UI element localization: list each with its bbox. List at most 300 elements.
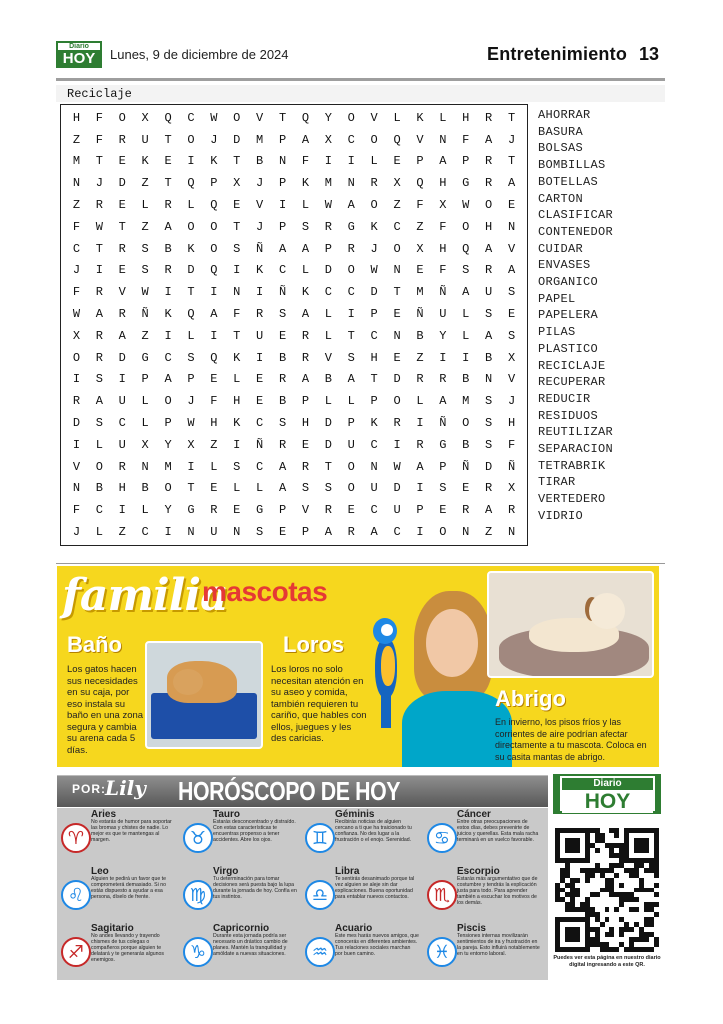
grid-letter: S bbox=[187, 350, 195, 365]
grid-letter: A bbox=[347, 198, 355, 213]
grid-letter: A bbox=[347, 372, 355, 387]
grid-letter: L bbox=[141, 503, 149, 518]
grid-letter: K bbox=[141, 154, 149, 169]
grid-letter: B bbox=[324, 372, 332, 387]
grid-letter: P bbox=[324, 241, 332, 256]
grid-letter: R bbox=[256, 307, 264, 322]
grid-letter: L bbox=[233, 372, 241, 387]
grid-letter: R bbox=[301, 328, 310, 343]
grid-letter: M bbox=[462, 394, 470, 409]
sign-text: Entre otras preocupaciones de estos días, debes prevenirte de juicios y querellas. Esta mala racha terminará en un vuelco favorable. bbox=[457, 819, 539, 843]
grid-letter: I bbox=[72, 437, 81, 452]
grid-letter: W bbox=[324, 198, 332, 213]
grid-letter: F bbox=[462, 132, 470, 147]
grid-letter: D bbox=[324, 437, 332, 452]
grid-letter: J bbox=[507, 132, 516, 147]
grid-letter: Z bbox=[141, 219, 149, 234]
grid-letter: O bbox=[462, 219, 470, 234]
sign-name: Acuario bbox=[335, 923, 373, 934]
grid-letter: R bbox=[164, 263, 172, 278]
grid-letter: V bbox=[507, 372, 516, 387]
grid-letter: T bbox=[393, 285, 401, 300]
grid-letter: S bbox=[324, 481, 332, 496]
grid-letter: T bbox=[347, 328, 355, 343]
grid-letter: O bbox=[347, 481, 355, 496]
grid-letter: K bbox=[301, 285, 310, 300]
grid-letter: E bbox=[164, 154, 172, 169]
grid-letter: A bbox=[439, 394, 447, 409]
grid-letter: Ñ bbox=[462, 459, 470, 474]
grid-letter: T bbox=[187, 285, 195, 300]
grid-letter: E bbox=[278, 328, 287, 343]
section-title: Entretenimiento bbox=[487, 44, 628, 64]
grid-letter: L bbox=[141, 416, 149, 431]
grid-letter: R bbox=[485, 481, 493, 496]
grid-letter: E bbox=[301, 437, 310, 452]
grid-letter: X bbox=[141, 437, 149, 452]
grid-letter: U bbox=[439, 307, 447, 322]
horoscope-sign bbox=[301, 808, 422, 865]
grid-letter: I bbox=[187, 154, 195, 169]
grid-letter: L bbox=[393, 110, 401, 125]
page-number: 13 bbox=[639, 44, 660, 64]
grid-letter: I bbox=[118, 503, 126, 518]
word-list-item: REDUCIR bbox=[538, 391, 591, 406]
grid-letter: C bbox=[393, 525, 401, 540]
grid-letter: H bbox=[439, 241, 447, 256]
grid-letter: Q bbox=[301, 110, 310, 125]
libra-icon: ♎ bbox=[305, 880, 335, 910]
grid-letter: R bbox=[118, 459, 126, 474]
word-list-item: CLASIFICAR bbox=[538, 208, 614, 223]
grid-letter: C bbox=[324, 285, 332, 300]
grid-letter: A bbox=[301, 132, 310, 147]
word-list-item: AHORRAR bbox=[538, 108, 591, 122]
logo-bottom-text: HOY bbox=[58, 50, 100, 67]
grid-letter: O bbox=[210, 241, 218, 256]
grid-letter: E bbox=[416, 263, 424, 278]
parrot-belly bbox=[381, 646, 395, 686]
grid-letter: L bbox=[301, 198, 310, 213]
grid-letter: A bbox=[278, 241, 287, 256]
grid-letter: R bbox=[370, 176, 378, 191]
grid-letter: R bbox=[301, 459, 310, 474]
grid-letter: F bbox=[507, 437, 516, 452]
grid-letter: V bbox=[256, 110, 264, 125]
grid-letter: V bbox=[72, 459, 81, 474]
grid-letter: P bbox=[278, 503, 287, 518]
grid-letter: A bbox=[210, 307, 218, 322]
grid-letter: R bbox=[324, 503, 332, 518]
abrigo-text: En invierno, los pisos fríos y las corrientes de aire podrían afectar directamente a tu mascota. Coloca en su casita mantas de abrigo. bbox=[495, 717, 647, 762]
grid-letter: G bbox=[439, 437, 447, 452]
grid-letter: T bbox=[370, 372, 378, 387]
grid-letter: S bbox=[141, 263, 149, 278]
grid-letter: I bbox=[347, 154, 355, 169]
parrot-face bbox=[381, 624, 393, 636]
sign-text: No estarás de humor para soportar las bromas y chistes de nadie. Lo mejor es que te mantengas al margen. bbox=[91, 819, 172, 843]
sign-text: Estarás más argumentativo que de costumbre y tendrás la explicación justa para todo. Para aprender también a escuchar los motivos de los demás. bbox=[457, 876, 538, 906]
grid-letter: P bbox=[416, 154, 424, 169]
grid-letter: Z bbox=[416, 350, 424, 365]
grid-letter: N bbox=[278, 154, 287, 169]
parrot-photo bbox=[369, 618, 403, 728]
horoscope-sign bbox=[57, 865, 178, 922]
grid-letter: Q bbox=[210, 263, 218, 278]
grid-letter: U bbox=[118, 394, 126, 409]
word-list-item: BOTELLAS bbox=[538, 174, 599, 189]
grid-letter: L bbox=[187, 328, 195, 343]
word-list-item: REUTILIZAR bbox=[538, 425, 614, 440]
grid-letter: U bbox=[393, 503, 401, 518]
grid-letter: A bbox=[301, 241, 310, 256]
aquarius-icon: ♒ bbox=[305, 937, 335, 967]
grid-letter: K bbox=[233, 350, 241, 365]
grid-letter: I bbox=[462, 350, 470, 365]
grid-letter: S bbox=[95, 372, 103, 387]
grid-letter: G bbox=[347, 219, 355, 234]
diario-hoy-logo bbox=[56, 41, 102, 68]
grid-letter: Q bbox=[164, 110, 172, 125]
grid-letter: L bbox=[233, 481, 241, 496]
grid-letter: P bbox=[301, 525, 310, 540]
grid-letter: X bbox=[416, 241, 424, 256]
grid-letter: Ñ bbox=[256, 241, 264, 256]
grid-letter: S bbox=[347, 350, 355, 365]
grid-letter: E bbox=[347, 503, 355, 518]
grid-letter: U bbox=[118, 437, 126, 452]
grid-letter: L bbox=[370, 154, 378, 169]
grid-letter: R bbox=[95, 328, 103, 343]
grid-letter: R bbox=[301, 350, 310, 365]
sign-name: Sagitario bbox=[91, 923, 134, 934]
sign-name: Libra bbox=[335, 866, 360, 877]
grid-letter: K bbox=[256, 263, 264, 278]
grid-letter: I bbox=[187, 459, 195, 474]
grid-letter: I bbox=[233, 263, 241, 278]
sign-name: Aries bbox=[91, 809, 117, 820]
grid-letter: N bbox=[72, 481, 81, 496]
grid-letter: N bbox=[141, 459, 149, 474]
bano-heading: Baño bbox=[67, 632, 122, 657]
horoscope-sign bbox=[423, 808, 544, 865]
word-list-item: PAPELERA bbox=[538, 308, 599, 323]
grid-letter: T bbox=[164, 132, 172, 147]
grid-letter: I bbox=[118, 372, 126, 387]
sign-text: Tensiones internas movilizarán sentimientos de ira y frustración en la pareja. Esto influirá notablemente en tu entorno laboral. bbox=[457, 933, 540, 957]
grid-letter: M bbox=[256, 132, 264, 147]
grid-letter: S bbox=[485, 416, 493, 431]
grid-letter: K bbox=[416, 110, 424, 125]
sign-name: Cáncer bbox=[457, 809, 491, 820]
grid-letter: B bbox=[462, 437, 470, 452]
grid-letter: E bbox=[233, 198, 241, 213]
grid-letter: Z bbox=[141, 176, 149, 191]
grid-letter: D bbox=[485, 459, 493, 474]
grid-letter: C bbox=[347, 285, 355, 300]
grid-letter: R bbox=[485, 263, 493, 278]
grid-letter: E bbox=[118, 154, 126, 169]
grid-letter: Q bbox=[462, 241, 470, 256]
grid-letter: T bbox=[507, 110, 516, 125]
grid-letter: Q bbox=[393, 132, 401, 147]
grid-letter: A bbox=[507, 263, 516, 278]
grid-letter: F bbox=[72, 285, 81, 300]
grid-letter: W bbox=[95, 219, 103, 234]
word-list-item: VERTEDERO bbox=[538, 492, 606, 507]
grid-letter: L bbox=[301, 263, 310, 278]
grid-letter: X bbox=[187, 437, 195, 452]
grid-letter: B bbox=[462, 372, 470, 387]
horoscope-title: HORÓSCOPO DE HOY bbox=[178, 776, 401, 806]
grid-letter: O bbox=[72, 350, 81, 365]
horoscope-grid bbox=[57, 808, 548, 980]
grid-letter: P bbox=[141, 372, 149, 387]
sign-name: Escorpio bbox=[457, 866, 500, 877]
grid-letter: A bbox=[370, 525, 378, 540]
grid-letter: C bbox=[370, 437, 378, 452]
word-list-item: BOLSAS bbox=[538, 141, 584, 156]
grid-letter: Z bbox=[393, 198, 401, 213]
grid-letter: E bbox=[233, 503, 241, 518]
grid-letter: G bbox=[141, 350, 149, 365]
grid-letter: D bbox=[118, 176, 126, 191]
word-list-item: TIRAR bbox=[538, 475, 576, 490]
word-list-item: CARTON bbox=[538, 191, 584, 206]
sign-text: Te sentirás desanimado porque tal vez alguien se aleje sin dar explicaciones. Buena oportunidad para entablar nuevos contactos. bbox=[335, 876, 415, 900]
grid-letter: D bbox=[187, 263, 195, 278]
qr-code[interactable] bbox=[555, 828, 659, 952]
grid-letter: V bbox=[324, 350, 332, 365]
dog-photo bbox=[487, 571, 654, 678]
grid-letter: Q bbox=[416, 176, 424, 191]
grid-letter: L bbox=[95, 525, 103, 540]
grid-letter: O bbox=[439, 525, 447, 540]
word-list-item: VIDRIO bbox=[538, 508, 584, 523]
loros-heading: Loros bbox=[283, 632, 345, 657]
grid-letter: I bbox=[393, 437, 401, 452]
grid-letter: X bbox=[72, 328, 81, 343]
grid-letter: L bbox=[462, 307, 470, 322]
grid-letter: R bbox=[118, 132, 126, 147]
grid-letter: Z bbox=[416, 219, 424, 234]
grid-letter: O bbox=[347, 110, 355, 125]
grid-letter: P bbox=[301, 394, 310, 409]
mascotas-title: mascotas bbox=[202, 576, 328, 607]
horoscope-sign bbox=[57, 922, 178, 979]
grid-letter: L bbox=[141, 198, 149, 213]
grid-letter: Z bbox=[141, 328, 149, 343]
header-rule bbox=[56, 78, 665, 81]
grid-letter: H bbox=[233, 394, 241, 409]
grid-letter: F bbox=[72, 219, 81, 234]
grid-letter: P bbox=[347, 416, 355, 431]
grid-letter: J bbox=[72, 525, 81, 540]
logo-top-text: Diario bbox=[562, 778, 653, 790]
grid-letter: H bbox=[507, 416, 516, 431]
grid-letter: T bbox=[164, 176, 172, 191]
grid-letter: I bbox=[278, 198, 287, 213]
word-list-item: RECICLAJE bbox=[538, 358, 606, 373]
author-name: Lily bbox=[105, 776, 146, 800]
grid-letter: K bbox=[187, 241, 195, 256]
word-list-item: PILAS bbox=[538, 325, 576, 340]
grid-letter: R bbox=[347, 525, 355, 540]
grid-letter: D bbox=[233, 132, 241, 147]
grid-letter: O bbox=[95, 459, 103, 474]
grid-letter: G bbox=[256, 503, 264, 518]
capricorn-icon: ♑ bbox=[183, 937, 213, 967]
grid-letter: J bbox=[187, 394, 195, 409]
grid-letter: T bbox=[233, 219, 241, 234]
grid-letter: C bbox=[141, 525, 149, 540]
grid-letter: E bbox=[256, 394, 264, 409]
grid-letter: X bbox=[141, 110, 149, 125]
grid-letter: R bbox=[439, 372, 447, 387]
grid-letter: R bbox=[462, 503, 470, 518]
grid-letter: H bbox=[118, 481, 126, 496]
grid-letter: B bbox=[278, 350, 287, 365]
grid-letter: A bbox=[118, 328, 126, 343]
logo-top-text: Diario bbox=[69, 43, 89, 50]
grid-letter: A bbox=[164, 372, 172, 387]
word-list-item: ENVASES bbox=[538, 258, 591, 273]
grid-letter: L bbox=[324, 394, 332, 409]
grid-letter: R bbox=[95, 350, 103, 365]
grid-letter: N bbox=[507, 219, 516, 234]
aries-icon: ♈ bbox=[61, 823, 91, 853]
grid-letter: E bbox=[507, 198, 516, 213]
grid-letter: L bbox=[324, 328, 332, 343]
grid-letter: I bbox=[210, 285, 218, 300]
word-list-item: BASURA bbox=[538, 124, 584, 139]
grid-letter: O bbox=[393, 241, 401, 256]
grid-letter: Ñ bbox=[256, 437, 264, 452]
grid-letter: Z bbox=[485, 525, 493, 540]
grid-letter: U bbox=[347, 437, 355, 452]
grid-letter: R bbox=[485, 176, 493, 191]
grid-letter: O bbox=[347, 459, 355, 474]
grid-letter: V bbox=[370, 110, 378, 125]
logo-bottom-text: HOY bbox=[562, 790, 653, 813]
grid-letter: I bbox=[72, 372, 81, 387]
grid-letter: E bbox=[462, 481, 470, 496]
grid-letter: D bbox=[393, 372, 401, 387]
grid-letter: R bbox=[118, 307, 126, 322]
grid-letter: A bbox=[439, 154, 447, 169]
word-search-title-bar bbox=[56, 85, 665, 102]
grid-letter: S bbox=[95, 416, 103, 431]
grid-letter: E bbox=[393, 307, 401, 322]
grid-letter: H bbox=[439, 176, 447, 191]
grid-letter: R bbox=[95, 198, 103, 213]
sign-name: Géminis bbox=[335, 809, 375, 820]
horoscope-sign bbox=[179, 922, 300, 979]
grid-letter: C bbox=[72, 241, 81, 256]
grid-letter: A bbox=[416, 459, 424, 474]
grid-letter: C bbox=[95, 503, 103, 518]
sign-name: Capricornio bbox=[213, 923, 270, 934]
grid-letter: C bbox=[187, 110, 195, 125]
cancer-icon: ♋ bbox=[427, 823, 457, 853]
grid-letter: Y bbox=[164, 503, 172, 518]
grid-letter: S bbox=[141, 241, 149, 256]
grid-letter: S bbox=[233, 241, 241, 256]
grid-letter: A bbox=[485, 328, 493, 343]
grid-letter: A bbox=[278, 481, 287, 496]
word-list-item: CUIDAR bbox=[538, 241, 584, 256]
grid-letter: E bbox=[118, 263, 126, 278]
grid-letter: W bbox=[462, 198, 470, 213]
grid-letter: I bbox=[324, 154, 332, 169]
grid-letter: A bbox=[278, 459, 287, 474]
grid-letter: H bbox=[72, 110, 81, 125]
sign-text: Estarás desconcentrado y distraído. Con estas características te encuentras propenso a tener accidentes. Abre los ojos. bbox=[213, 819, 296, 843]
grid-letter: O bbox=[187, 219, 195, 234]
grid-letter: E bbox=[118, 198, 126, 213]
grid-letter: G bbox=[187, 503, 195, 518]
diario-hoy-logo-large bbox=[560, 776, 655, 811]
grid-letter: S bbox=[485, 394, 493, 409]
grid-letter: T bbox=[324, 459, 332, 474]
grid-letter: D bbox=[72, 416, 81, 431]
grid-letter: S bbox=[485, 437, 493, 452]
word-list-item: RECUPERAR bbox=[538, 375, 606, 390]
grid-letter: B bbox=[485, 350, 493, 365]
grid-letter: C bbox=[256, 416, 264, 431]
grid-letter: O bbox=[164, 394, 172, 409]
horoscope-sign bbox=[179, 865, 300, 922]
grid-letter: N bbox=[439, 132, 447, 147]
grid-letter: D bbox=[393, 481, 401, 496]
grid-letter: I bbox=[256, 285, 264, 300]
author-prefix: POR: bbox=[72, 782, 106, 796]
word-list-item: PLASTICO bbox=[538, 341, 599, 356]
grid-letter: T bbox=[118, 219, 126, 234]
grid-letter: O bbox=[370, 132, 378, 147]
grid-letter: E bbox=[210, 481, 218, 496]
grid-letter: T bbox=[187, 481, 195, 496]
grid-letter: E bbox=[507, 307, 516, 322]
grid-letter: S bbox=[439, 481, 447, 496]
grid-letter: L bbox=[416, 394, 424, 409]
grid-letter: R bbox=[72, 394, 81, 409]
grid-letter: A bbox=[301, 372, 310, 387]
grid-letter: K bbox=[233, 416, 241, 431]
grid-letter: O bbox=[164, 481, 172, 496]
cat-head bbox=[173, 669, 203, 695]
grid-letter: Ñ bbox=[416, 307, 424, 322]
grid-letter: N bbox=[462, 525, 470, 540]
grid-letter: H bbox=[210, 416, 218, 431]
grid-letter: B bbox=[95, 481, 103, 496]
grid-letter: C bbox=[256, 459, 264, 474]
grid-letter: N bbox=[72, 176, 81, 191]
grid-letter: U bbox=[210, 525, 218, 540]
grid-letter: O bbox=[370, 198, 378, 213]
grid-letter: I bbox=[210, 328, 218, 343]
grid-letter: I bbox=[164, 285, 172, 300]
word-search-grid bbox=[60, 104, 528, 546]
grid-letter: F bbox=[416, 198, 424, 213]
grid-letter: X bbox=[439, 198, 447, 213]
grid-letter: T bbox=[233, 328, 241, 343]
grid-letter: J bbox=[256, 176, 264, 191]
gemini-icon: ♊ bbox=[305, 823, 335, 853]
grid-letter: Z bbox=[118, 525, 126, 540]
grid-letter: F bbox=[95, 110, 103, 125]
grid-letter: P bbox=[416, 503, 424, 518]
